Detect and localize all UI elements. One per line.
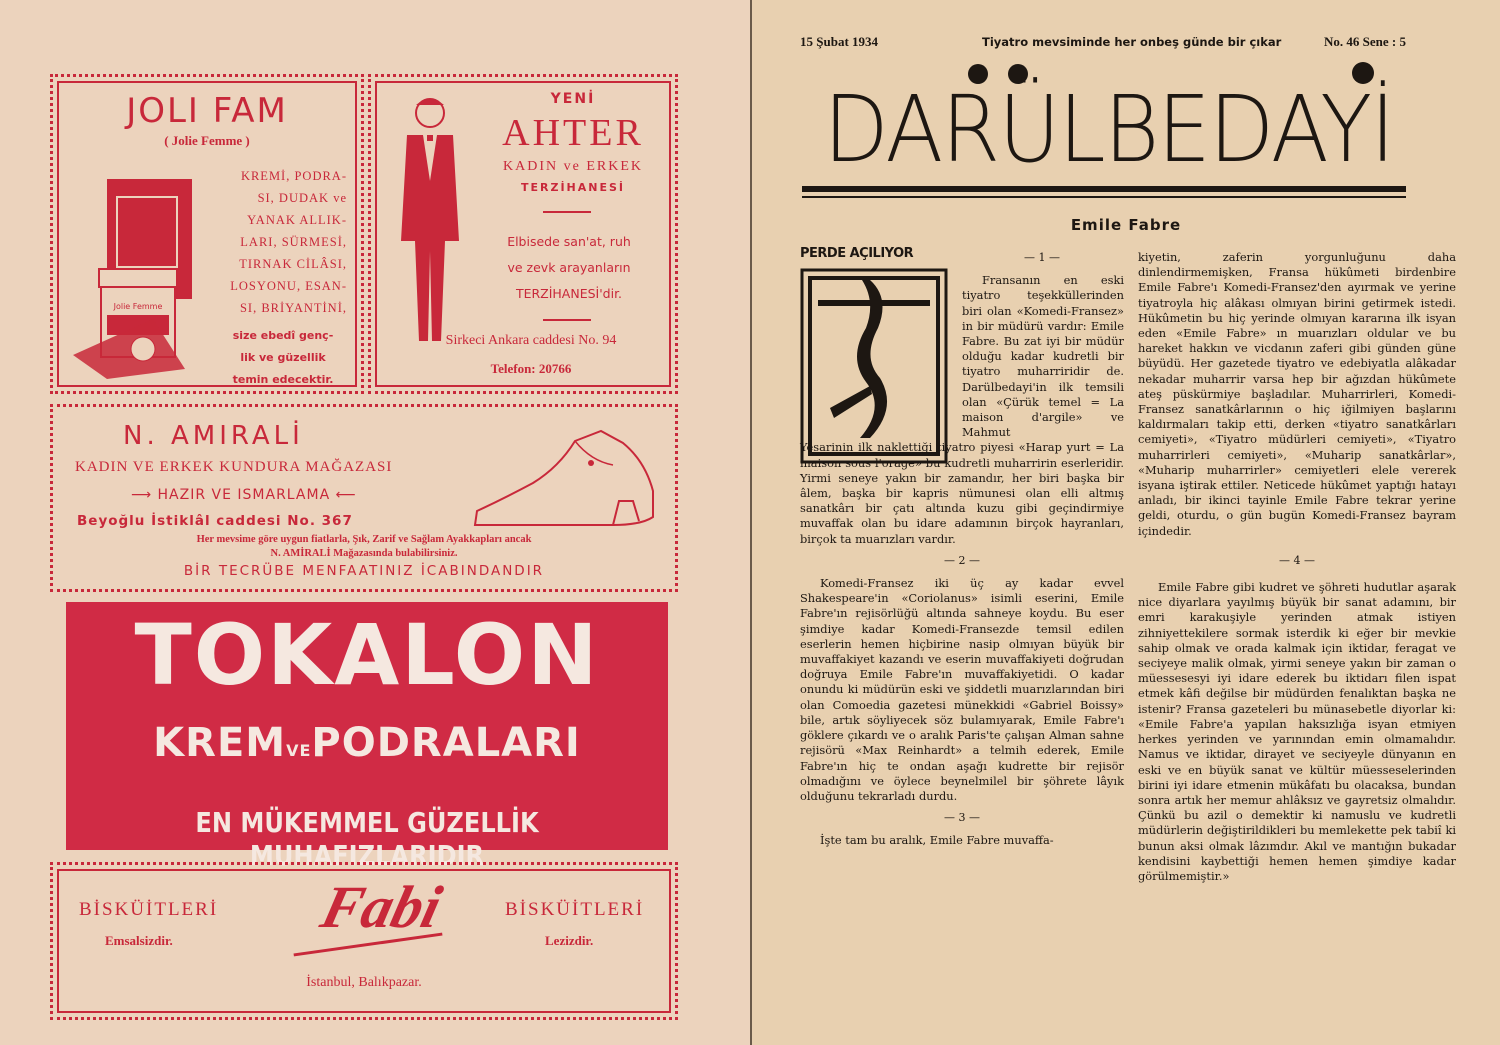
joli-fam-title: JOLI FAM xyxy=(126,91,288,131)
section-number: — 1 — xyxy=(1024,251,1060,264)
fabi-biscuit-ad xyxy=(50,862,678,1020)
paragraph: İşte tam bu aralık, Emile Fabre muvaffa- xyxy=(820,833,1054,848)
ahter-slogan: Elbisede san'at, ruh ve zevk arayanların TERZİHANESİ'dir. xyxy=(507,234,631,301)
perde-aciliyor-label: PERDE AÇILIYOR xyxy=(800,246,914,261)
ahter-address: Sirkeci Ankara caddesi No. 94 xyxy=(445,333,617,348)
ahter-phone: Telefon: 20766 xyxy=(490,361,572,376)
arrow-right-icon: ⟶ xyxy=(131,487,158,503)
ahter-tailor-ad xyxy=(368,74,678,394)
paragraph: kiyetin, zaferin yorgunluğunu daha dinlendirmemişken, Fransa hükûmeti birdenbire Emile Fabre'ı Komedi-Fransez'den ayırmak ve yerine tiyatroyla hiç alâkası olmıyan birini getirmek istedi. Hükûmetin bu hiç yerinde olmıyan kararına ilk isyan eden «Emile Fabre» ın muarızları oldular ve bu hareket hakkın ve vicdanın zaferi gibi günden güne büyüdü. Her gazetede tiyatro ve edebiyatla alâkadar nekadar muharrir varsa hep bir ağızdan hükûmete ateş püskürmiye başladılar. Muharrirleri, Komedi-Fransez sanatkârlarının o hiç iğilmiyen başlarını kaldırmaları takip etti, derken «tiyatro sanatkârları cemiyeti», «Tiyatro müdürleri cemiyeti», «Tiyatro muharrirleri cemiyeti», «Muharip sanatkârlar», «Muharip muharrirler» cemiyetleri elele vererek isyana iştirak ettiler. Neticede hükûmet yaptığı hatayı anladı, bir ikinci tayinle Emile Fabre tekrar yerine geldi, oturdu, o gün bugün Komedi-Fransez bayram içindedir. xyxy=(1138,250,1456,538)
tokalon-ad xyxy=(66,602,668,872)
tokalon-subtitle: KREMVEPODRALARI xyxy=(153,720,581,766)
article-column-2 xyxy=(1138,250,1456,884)
amirali-shoe-ad xyxy=(50,404,678,592)
amirali-footer: BİR TECRÜBE MENFAATINIZ İCABINDANDIR xyxy=(183,563,545,579)
amirali-small-text: Her mevsime göre uygun fiatlarla, Şık, Zarif ve Sağlam Ayakkapları ancak N. AMİRALİ Mağazasında bulabilirsiniz. xyxy=(196,534,532,559)
paragraph: Komedi-Fransez iki üç ay kadar evvel Shakespeare'in «Coriolanus» isimli eserini, Emile Fabre'ın rejisörlüğü altında sahneye koydu. Bu eser şimdiye kadar Komedi-Fransezde temsil edilen eserlerin hemen hiçbirine nasip olmıyan büyük bir muvaffakiyet kazandı ve eserin muvaffakiyeti doğrudan doğruya Emile Fabre'ın muvaffakiyetidi. O kadar onundu ki müdürün eski ve şiddetli muarızlarından biri olan Comoedia gazetesi münekkidi «Gabriel Boissy» bile, artık söyliyecek söz bulamıyarak, Emile Fabre'ı göklere çıkardı ve o aralık Paris'te çalışan Alman sahne rejisörü «Max Reinhardt» a telmih ederek, Emile Fabre'ın hiç te ondan aşağı kudrette bir rejisör olmadığını ve öylece beynelmilel bir şöhrete lâyık olduğunu tekrarladı durdu. xyxy=(800,576,1124,803)
issue-number: No. 46 Sene : 5 xyxy=(1324,34,1406,49)
fabi-right-title: BİSKÜİTLERİ xyxy=(505,899,645,920)
article-column-1 xyxy=(800,244,1124,849)
issue-date: 15 Şubat 1934 xyxy=(800,34,879,49)
fabi-address: İstanbul, Balıkpazar. xyxy=(306,975,422,990)
joli-fam-products: KREMİ, PODRA- SI, DUDAK ve YANAK ALLIK- LARI, SÜRMESİ, TIRNAK CİLÂSI, LOSYONU, ESAN- SI, BRİYANTİNİ, xyxy=(230,169,347,315)
fabi-brand-logo: Fabi xyxy=(314,874,449,940)
fabi-right-sub: Lezizdir. xyxy=(545,933,594,948)
paragraph: Yesarinin ilk naklettiği tiyatro piyesi «Harap yurt = La maison sous l'orage» bu kudretli muharririn eserleridir. Yirmi seneye yakın bir zamandır, her biri başka bir âlem, başka bir kapris nümunesi olan elli altmış sanatkârı bir çatı altında kuzu gibi geçindirmiye muvaffak olan bu idare adamının birçok hayranları, birçok ta muarızları vardır. xyxy=(800,440,1124,546)
fabi-left-sub: Emsalsizdir. xyxy=(105,933,173,948)
jar-label: Jolie Femme xyxy=(113,302,163,311)
cream-jar-illustration xyxy=(67,169,217,379)
tokalon-footer: EN MÜKEMMEL GÜZELLİK MUHAFIZLARIDIR xyxy=(195,806,539,872)
section-number: — 4 — xyxy=(1279,553,1315,567)
fabi-left-title: BİSKÜİTLERİ xyxy=(79,899,219,920)
section-number: — 3 — xyxy=(944,811,980,825)
amirali-line2: ⟶ HAZIR VE ISMARLAMA ⟵ xyxy=(131,487,357,503)
arrow-left-icon: ⟵ xyxy=(330,487,357,503)
ahter-pre: YENİ xyxy=(550,91,596,107)
tokalon-title: TOKALON xyxy=(134,606,600,704)
ahter-line1: KADIN ve ERKEK xyxy=(503,159,643,174)
ahter-line2: TERZİHANESİ xyxy=(520,181,625,194)
article-page xyxy=(752,0,1500,1045)
article-title: Emile Fabre xyxy=(1070,216,1182,234)
publication-tagline: Tiyatro mevsiminde her onbeş günde bir çıkar xyxy=(982,35,1282,49)
amirali-line1: KADIN VE ERKEK KUNDURA MAĞAZASI xyxy=(75,459,393,475)
ahter-title: AHTER xyxy=(502,112,644,154)
masthead-title: DARÜLBEDAYİ xyxy=(823,76,1394,183)
section-number: — 2 — xyxy=(944,553,980,567)
joli-fam-tagline: size ebedî genç- lik ve güzellik temin edecektir. xyxy=(232,329,334,386)
amirali-address: Beyoğlu İstiklâl caddesi No. 367 xyxy=(77,513,353,529)
amirali-title: N. AMIRALİ xyxy=(123,421,304,451)
shoe-illustration xyxy=(463,421,673,531)
paragraph: Emile Fabre gibi kudret ve şöhreti hudutlar aşarak nice diyarlara yayılmış büyük bir sanat adamını, bir emri karakuşiyle yerinden atmak istiyen zihniyettekilere sormak isterdik ki eğer bir mevkie sahip olmak ve orada kalmak için iktidar, feragat ve seciyeye malik olmak, yirmi seneye yakın bir zaman o müessesesyi iyi idare ederek bu iktidarı filen ispat etmek kâfi değilse bir müdürden fenalıktan başka ne istenir? Fransa gazeteleri bu münasebetle diyorlar ki: «Emile Fabre'a yapılan haksızlığa isyan etmiyen herkes yerinden ve yarınından emin olmamalıdır. Namus ve iktidar, dirayet ve seciyeyle dünyanın en eski ve en büyük sanat ve kültür müesseselerinden birini iyi idare etmenin mükâfatı bu olacaksa, bundan sonra artık her memur ahlâksız ve gayretsiz olmalıdır. Çünkü bu azil o demektir ki namuslu ve kudretli müdürlerin değiştirildikleri bu memlekette pek tabiî ki bunun aksi olmak lâzımdır. Akıl ve mantığın bukadar kendisini kaybettiği hemen hemen şimdiye kadar görülmemiştir.» xyxy=(1138,580,1456,883)
joli-fam-subtitle: ( Jolie Femme ) xyxy=(164,133,250,148)
tailored-man-illustration xyxy=(385,91,475,351)
paragraph: Fransanın en eski tiyatro teşekküllerinden biri olan «Komedi-Fransez» in bir müdürü vardır: Emile Fabre. Bu zat iyi bir müdür olduğu kadar kudretli bir tiyatro muharriridir de. Darülbedayi'in ilk temsili olan «Çürük temel = La maison d'argile» ve Mahmut xyxy=(962,273,1124,440)
joli-fam-ad xyxy=(50,74,364,394)
